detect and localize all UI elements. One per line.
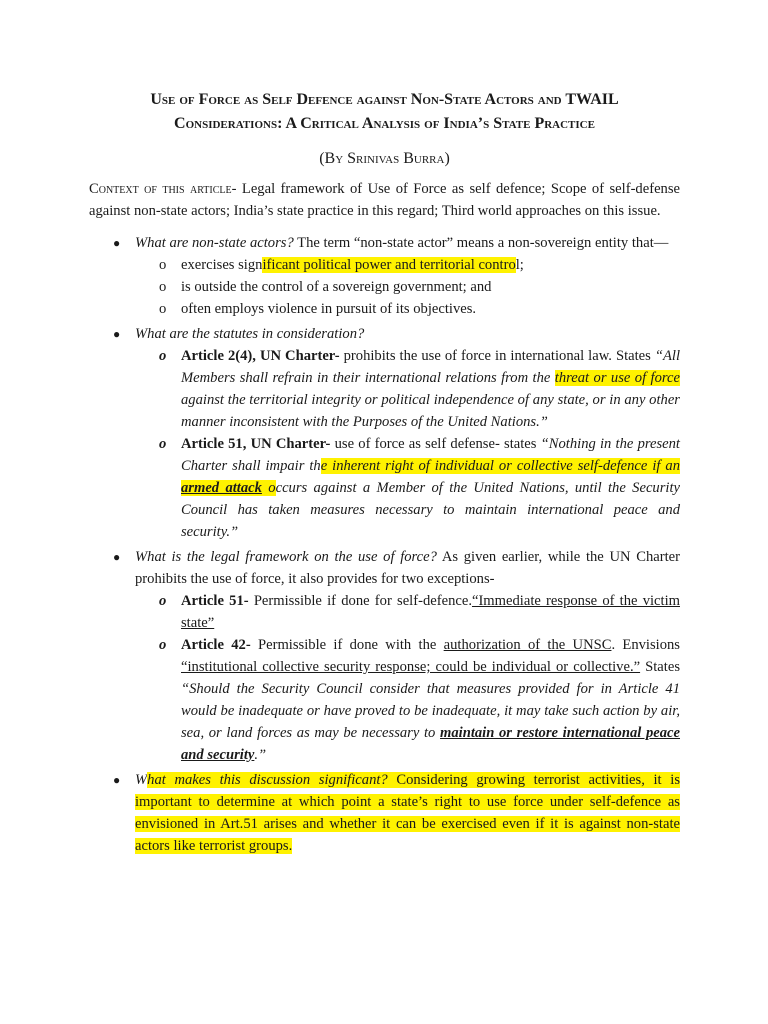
- quote-text: “Should the Security Council consider that measures provided for in Article 41 would be inadequate or have proved to be inadequate, it may take such action by air, sea, or land forces as may be necessary to: [181, 681, 680, 741]
- document-title: [89, 88, 680, 136]
- article-heading: Article 51, UN Charter-: [181, 436, 331, 452]
- list-item: [89, 546, 680, 590]
- body-text: As given earlier, while the UN Charter prohibits the use of force, it also provides for two exceptions-: [135, 549, 680, 587]
- sub-marker: o: [159, 279, 167, 295]
- context-paragraph: [89, 178, 680, 222]
- highlighted-text: o: [261, 480, 276, 496]
- sub-list-item: [89, 433, 680, 543]
- body-text: States: [640, 659, 680, 675]
- title-line-2: Considerations: A Critical Analysis of India’s State Practice: [174, 115, 595, 132]
- question-text: What are the statutes in consideration?: [135, 326, 365, 342]
- sub-marker: o: [159, 348, 167, 364]
- bold-underlined-text: maintain or restore international peace and security: [181, 725, 680, 763]
- highlighted-text: Considering growing terrorist activities, it is important to determine at which point a state’s right to use force under self-defence as envisioned in Art.51 arises and whether it can be exercised even if it is against non-state actors like terrorist groups.: [135, 772, 680, 854]
- highlighted-bold-text: armed attack: [181, 480, 262, 496]
- article-heading: Article 2(4), UN Charter-: [181, 348, 340, 364]
- author-byline: (By Srinivas Burra): [319, 150, 450, 167]
- bullet-marker: ●: [113, 773, 121, 787]
- sub-list-item: [89, 590, 680, 634]
- body-text: prohibits the use of force in international law. States: [339, 348, 655, 364]
- sub-marker: o: [159, 301, 167, 317]
- sub-list-item: [89, 345, 680, 433]
- sub-marker: o: [159, 637, 167, 653]
- title-line-1: Use of Force as Self Defence against Non-State Actors and TWAIL: [150, 91, 619, 108]
- quote-text: “All Members shall refrain in their international relations from the: [181, 348, 680, 386]
- underlined-text: “Immediate response of the victim state”: [181, 593, 680, 631]
- article-heading: Article 51-: [181, 593, 249, 609]
- sub-list-item: [89, 276, 680, 298]
- highlighted-text: e inherent right of individual or collective self-defence if an: [320, 458, 680, 474]
- highlighted-text: ificant political power and territorial contro: [262, 257, 516, 273]
- quote-text: ccurs against a Member of the United Nations, until the Security Council has taken measures necessary to maintain international peace and security.”: [181, 480, 680, 540]
- question-text: W: [135, 772, 148, 788]
- sub-marker: o: [159, 257, 167, 273]
- body-text: l;: [515, 257, 524, 273]
- highlighted-text: threat or use of force: [554, 370, 680, 386]
- body-text: Permissible if done with the: [250, 637, 444, 653]
- list-item: [89, 323, 680, 345]
- quote-text: “Nothing in the present Charter shall impair th: [181, 436, 680, 474]
- bullet-marker: ●: [113, 327, 121, 341]
- quote-text: .”: [254, 747, 267, 763]
- question-text: What is the legal framework on the use of force?: [135, 549, 437, 565]
- context-text: - Legal framework of Use of Force as self defence; Scope of self-defense against non-state actors; India’s state practice in this regard; Third world approaches on this issue.: [89, 181, 680, 219]
- body-text: Permissible if done for self-defence.: [248, 593, 472, 609]
- quote-text: against the territorial integrity or political independence of any state, or in any other manner inconsistent with the Purposes of the United Nations.”: [181, 392, 680, 430]
- underlined-text: “institutional collective security response; could be individual or collective.”: [181, 659, 641, 675]
- body-text: The term “non-state actor” means a non-sovereign entity that—: [293, 235, 669, 251]
- underlined-text: authorization of the UNSC: [443, 637, 612, 653]
- article-heading: Article 42-: [181, 637, 251, 653]
- question-text: What are non-state actors?: [135, 235, 294, 251]
- body-text: . Envisions: [611, 637, 680, 653]
- body-text: is outside the control of a sovereign government; and: [181, 279, 492, 295]
- sub-list-item: [89, 254, 680, 276]
- highlighted-question: hat makes this discussion significant?: [147, 772, 388, 788]
- sub-list-item: [89, 634, 680, 766]
- bullet-marker: ●: [113, 236, 121, 250]
- list-item: [89, 769, 680, 857]
- bullet-marker: ●: [113, 550, 121, 564]
- sub-marker: o: [159, 436, 167, 452]
- context-label: Context of this article: [89, 181, 232, 197]
- sub-marker: o: [159, 593, 167, 609]
- body-text: often employs violence in pursuit of its objectives.: [181, 301, 477, 317]
- body-text: exercises sign: [181, 257, 263, 273]
- body-text: use of force as self defense- states: [330, 436, 541, 452]
- sub-list-item: [89, 298, 680, 320]
- list-item: [89, 232, 680, 254]
